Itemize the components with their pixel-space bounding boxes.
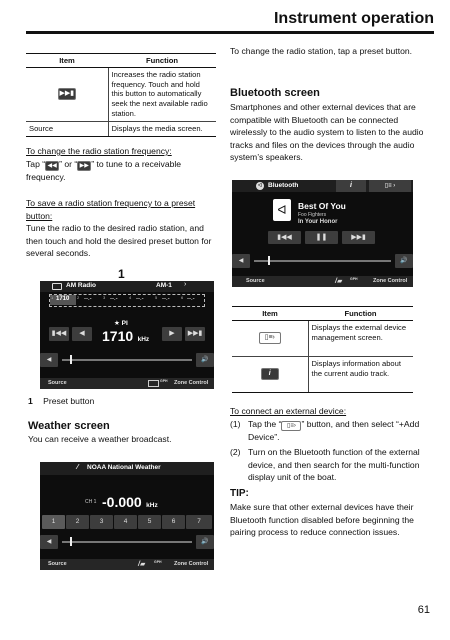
tip-body: Make sure that other external devices have their Bluetooth function disabled before beginning the pairing process to reduce connection issues.: [230, 502, 414, 538]
change-frequency-section: [26, 145, 218, 183]
save-preset-section: [26, 197, 218, 260]
weather-screen: [40, 462, 214, 570]
preset-button-1[interactable]: [50, 295, 76, 305]
table-cell-function: Displays the external device management screen.: [308, 320, 413, 356]
volume-slider-thumb[interactable]: [70, 537, 72, 546]
step-number: (2): [230, 447, 241, 457]
text-fragment: Tap “: [26, 158, 46, 169]
preset-value: --.-: [162, 296, 170, 302]
preset-value: --.-: [110, 296, 118, 302]
weather-title-bar: [40, 462, 214, 475]
radio-icon: [52, 283, 62, 290]
previous-track-button[interactable]: ▮◀◀: [268, 231, 301, 244]
gph-label: GPH: [350, 277, 358, 281]
volume-up-button[interactable]: 🔊: [196, 535, 214, 549]
bt-title: Bluetooth: [268, 182, 299, 189]
weather-frequency-unit: kHz: [146, 502, 158, 509]
channel-button-3[interactable]: 3: [90, 515, 113, 529]
pause-button[interactable]: ❚❚: [305, 231, 338, 244]
tip-heading: TIP:: [230, 488, 249, 499]
volume-slider-thumb[interactable]: [70, 355, 72, 364]
page-title: Instrument operation: [273, 10, 434, 27]
connect-heading: To connect an external device:: [230, 406, 347, 416]
weather-frequency-display: [102, 494, 158, 512]
pi-label: PI: [121, 320, 128, 327]
screen-footer: [40, 559, 214, 570]
preset-value: --.-: [136, 296, 144, 302]
preset-num: 4: [129, 295, 132, 300]
channel-label: CH 1: [85, 499, 97, 505]
volume-slider[interactable]: [62, 359, 192, 361]
bluetooth-heading: Bluetooth screen: [230, 87, 320, 99]
preset-num: 2: [77, 295, 80, 300]
zone-control-button[interactable]: Zone Control: [373, 278, 408, 284]
table-header-function: Function: [108, 54, 216, 68]
preset-button-4[interactable]: [128, 295, 154, 305]
volume-slider[interactable]: [254, 260, 391, 262]
table-cell-item: Source: [26, 121, 108, 136]
zone-control-button[interactable]: Zone Control: [174, 380, 209, 386]
text-fragment: ” button, and then select “+Add Device”.: [248, 419, 420, 442]
fuel-gauge-icon: /▰: [138, 561, 146, 568]
track-artist: Foo Fighters: [298, 212, 327, 218]
track-album: In Your Honor: [298, 219, 338, 225]
weather-title: NOAA National Weather: [87, 464, 161, 471]
bluetooth-screen: [232, 180, 413, 287]
volume-up-button[interactable]: 🔊: [196, 353, 214, 367]
tune-up-button[interactable]: ▶: [162, 327, 182, 341]
volume-down-button[interactable]: ◀: [40, 535, 58, 549]
table-header-item: Item: [232, 307, 308, 321]
bluetooth-body: Smartphones and other external devices that are compatible with Bluetooth can be connected wirelessly to the audio system to listen to the audio tracks and files on the devices through the audio system’s speakers.: [230, 102, 424, 163]
function-table-bluetooth: [232, 306, 413, 393]
text-fragment: ” or “: [59, 158, 78, 169]
seek-back-button[interactable]: ▮◀◀: [49, 327, 69, 341]
table-row: [26, 121, 216, 136]
table-row: [26, 67, 216, 121]
legend: [28, 395, 94, 408]
connect-step-1: [230, 418, 425, 444]
skip-next-icon: ▶▶▮: [58, 88, 76, 100]
screen-footer: [232, 276, 413, 287]
bt-title-bar: [232, 180, 413, 192]
channel-button-7[interactable]: 7: [186, 515, 212, 529]
bluetooth-icon: ᐊ: [257, 183, 263, 189]
preset-intro: To change the radio station, tap a preset button.: [230, 46, 413, 56]
pi-indicator: [114, 319, 128, 327]
callout-number: 1: [118, 267, 125, 281]
frequency-unit: kHz: [137, 336, 150, 343]
fuel-gauge-icon: [148, 380, 159, 387]
tune-down-button[interactable]: ◀: [72, 327, 92, 341]
table-row: [232, 356, 413, 392]
next-track-button[interactable]: ▶▶▮: [342, 231, 375, 244]
device-management-icon: ▯≡›: [259, 332, 281, 344]
channel-bar: [42, 515, 212, 529]
device-management-icon: ▯≡›: [281, 421, 301, 431]
lightning-icon: ⁄: [77, 464, 79, 471]
zone-control-button[interactable]: Zone Control: [174, 561, 209, 567]
save-preset-heading: To save a radio station frequency to a preset button:: [26, 198, 196, 221]
weather-frequency-value: -0.000: [102, 494, 142, 510]
preset-button-5[interactable]: [154, 295, 180, 305]
channel-button-1[interactable]: 1: [42, 515, 65, 529]
channel-button-5[interactable]: 5: [138, 515, 161, 529]
frequency-display: [102, 328, 149, 346]
channel-button-6[interactable]: 6: [162, 515, 185, 529]
table-cell-function: Increases the radio station frequency. Touch and hold this button to automatically seek the next available radio station.: [108, 67, 216, 121]
legend-text: Preset button: [43, 396, 95, 406]
preset-value: 1710: [56, 296, 70, 302]
step-number: (1): [230, 419, 241, 429]
channel-button-2[interactable]: 2: [66, 515, 89, 529]
volume-slider-thumb[interactable]: [268, 256, 270, 265]
track-title: Best Of You: [298, 201, 346, 211]
source-button[interactable]: Source: [246, 278, 265, 284]
preset-button-3[interactable]: [102, 295, 128, 305]
table-cell-function: Displays information about the current audio track.: [308, 356, 413, 392]
preset-value: --.-: [187, 296, 195, 302]
preset-num: 5: [155, 295, 158, 300]
band-label: AM-1: [156, 282, 172, 289]
volume-up-button[interactable]: 🔊: [395, 254, 413, 268]
volume-slider[interactable]: [62, 541, 192, 543]
frequency-value: 1710: [102, 328, 134, 344]
volume-down-button[interactable]: ◀: [232, 254, 250, 268]
preset-num: 6: [181, 295, 184, 300]
radio-title-bar: [40, 281, 214, 292]
radio-title: AM Radio: [66, 282, 96, 289]
step-text: Turn on the Bluetooth function of the external device, and then search for the multi-function display unit of the boat.: [248, 447, 420, 483]
text-fragment: ” to tune to a receivable frequency.: [26, 158, 182, 182]
title-rule: [26, 31, 434, 34]
gph-label: GPH: [160, 379, 168, 383]
album-art: ᐊ: [273, 199, 291, 221]
preset-num: 3: [103, 295, 106, 300]
seek-forward-button[interactable]: ▶▶▮: [185, 327, 205, 341]
weather-body: You can receive a weather broadcast.: [28, 434, 172, 444]
preset-button-6[interactable]: [180, 295, 203, 305]
legend-number: 1: [28, 396, 33, 406]
table-header-item: Item: [26, 54, 108, 68]
page-number: 61: [417, 604, 430, 616]
text-fragment: Tap the “: [248, 419, 282, 429]
preset-num: 1: [51, 295, 54, 300]
band-next-icon[interactable]: ›: [184, 281, 187, 288]
weather-heading: Weather screen: [28, 420, 110, 432]
screen-footer: [40, 378, 214, 389]
table-row: [232, 320, 413, 356]
gph-label: GPH: [154, 560, 162, 564]
connect-step-2: [230, 446, 425, 484]
am-radio-screen: [40, 281, 214, 389]
function-table-radio: [26, 53, 216, 137]
device-management-button[interactable]: ▯≡ ›: [369, 180, 411, 192]
info-icon: i: [261, 368, 279, 380]
star-icon: ★: [114, 320, 120, 327]
skip-next-icon: ▶▶: [77, 161, 91, 171]
table-header-function: Function: [308, 307, 413, 321]
volume-down-button[interactable]: ◀: [40, 353, 58, 367]
save-preset-body: Tune the radio to the desired radio station, and then touch and hold the desired preset button for several seconds.: [26, 223, 212, 259]
table-cell-function: Displays the media screen.: [108, 121, 216, 136]
preset-button-2[interactable]: [76, 295, 102, 305]
fuel-gauge-icon: /▰: [335, 278, 343, 285]
skip-previous-icon: ◀◀: [45, 161, 59, 171]
preset-value: --.-: [84, 296, 92, 302]
source-button[interactable]: Source: [48, 561, 67, 567]
info-button[interactable]: i: [336, 180, 366, 192]
channel-button-4[interactable]: 4: [114, 515, 137, 529]
preset-bar: [49, 294, 205, 307]
change-frequency-heading: To change the radio station frequency:: [26, 146, 172, 156]
source-button[interactable]: Source: [48, 380, 67, 386]
